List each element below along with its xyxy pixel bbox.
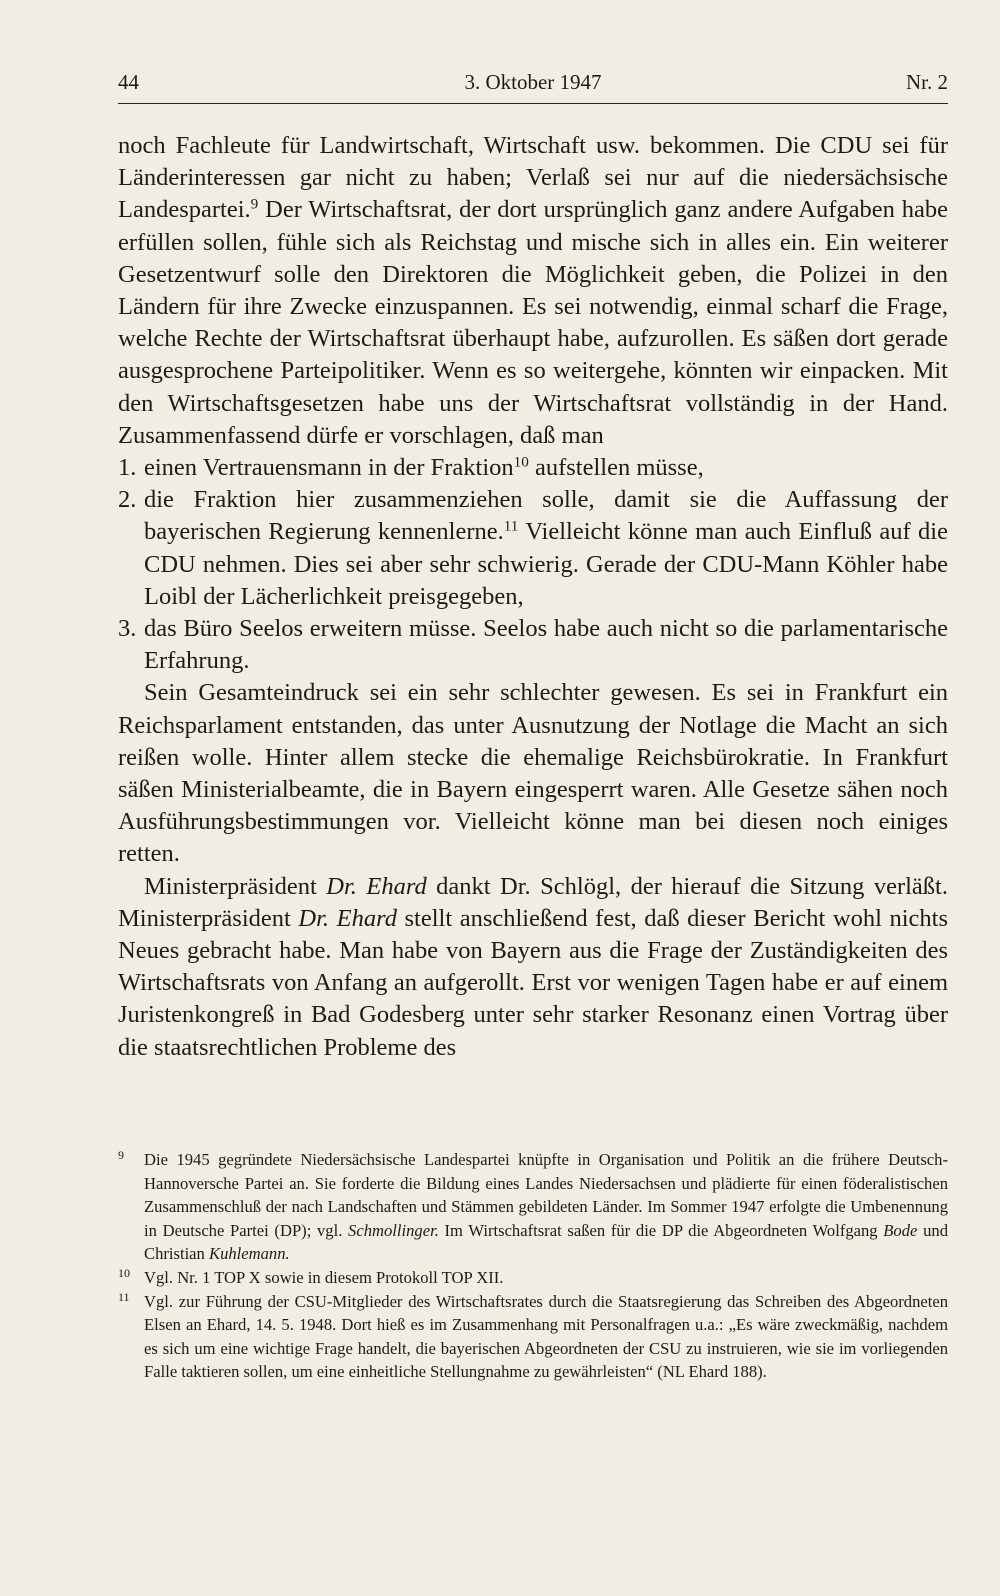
- list-item: [118, 452, 948, 484]
- list-number: 2.: [118, 486, 137, 514]
- main-text: [118, 130, 948, 1064]
- list-item: [118, 484, 948, 613]
- paragraph: Sein Gesamteindruck sei ein sehr schlechter gewesen. Es sei in Frankfurt ein Reichsparlament entstanden, das unter Ausnutzung der Notlage die Macht an sich reißen wolle. Hinter allem stecke die ehemalige Reichsbürokratie. In Frankfurt säßen Ministerialbeamte, die in Bayern eingesperrt waren. Alle Gesetze sähen noch Ausführungsbestimmungen vor. Vielleicht könne man bei diesen noch einiges retten.: [118, 679, 948, 868]
- running-header: [118, 70, 948, 102]
- footnote-ref[interactable]: 9: [250, 196, 259, 214]
- page-number: 44: [118, 70, 139, 94]
- text-run: stellt anschließend fest, daß dieser Bericht wohl nichts Neues gebracht habe. Man habe von Bayern aus die Frage der Zuständigkeiten des Wirtschaftsrats von Anfang an aufgerollt. Erst vor wenigen Tagen habe er auf einem Juristenkongreß in Bad Godesberg unter sehr starker Resonanz einen Vortrag über die staatsrechtlichen Probleme des: [118, 904, 949, 1061]
- footnote-mark: 10: [118, 1265, 130, 1280]
- footnotes: [118, 1148, 948, 1384]
- person-name: Kuhlemann.: [209, 1244, 290, 1264]
- text-run: und Christian: [144, 1220, 948, 1264]
- document-number: Nr. 2: [906, 70, 948, 94]
- footnote-ref[interactable]: 10: [513, 453, 529, 471]
- footnote-ref[interactable]: 11: [503, 518, 519, 536]
- text-run: Die 1945 gegründete Niedersächsische Landespartei knüpfte in Organisation und Politik an die frühere Deutsch-Hannoversche Partei an. Sie forderte die Bildung eines Landes Niedersachsen und plädierte für einen föderalistischen Zusammenschluß der nach Landschaften und Stämmen gebildeten Länder. Im Sommer 1947 erfolgte die Umbenennung in Deutsche Partei (DP); vgl.: [144, 1150, 948, 1240]
- person-name: Dr. Ehard: [298, 904, 397, 932]
- list-number: 1.: [118, 454, 137, 482]
- text-run: Ministerpräsident: [144, 872, 327, 900]
- text-run: Vgl. Nr. 1 TOP X sowie in diesem Protokoll TOP XII.: [144, 1267, 504, 1287]
- footnote-mark: 11: [118, 1289, 130, 1304]
- footnote-11: [118, 1290, 948, 1384]
- footnote-10: [118, 1266, 948, 1290]
- list-item: [118, 613, 948, 677]
- text-run: Vielleicht könne man auch Einfluß auf die CDU nehmen. Dies sei aber sehr schwierig. Gerade der CDU-Mann Köhler habe Loibl der Lächerlichkeit preisgegeben,: [144, 518, 948, 610]
- text-run: Im Wirtschaftsrat saßen für die DP die Abgeordneten Wolfgang: [438, 1220, 884, 1240]
- footnote-mark: 9: [118, 1148, 124, 1162]
- text-run: einen Vertrauensmann in der Fraktion: [144, 454, 514, 482]
- paragraph: [118, 871, 948, 1064]
- list-number: 3.: [118, 615, 137, 643]
- header-date: 3. Oktober 1947: [464, 70, 602, 94]
- citation: Schmollinger.: [348, 1220, 439, 1240]
- paragraph: [118, 130, 948, 452]
- text-run: noch Fachleute für Landwirtschaft, Wirtschaft usw. bekommen. Die CDU sei für Länderinteressen gar nicht zu haben; Verlaß sei nur auf die niedersächsische Landespartei.: [118, 132, 948, 224]
- person-name: Dr. Ehard: [326, 872, 427, 900]
- text-run: Vgl. zur Führung der CSU-Mitglieder des Wirtschaftsrates durch die Staatsregierung das Schreiben des Abgeordneten Elsen an Ehard, 14. 5. 1948. Dort hieß es im Zusammenhang mit Personalfragen u.a.: „Es wäre zweckmäßig, nachdem es sich um eine wichtige Frage handelt, die bayerischen Abgeordneten der CSU zu instruieren, wie sie im vorliegenden Falle taktieren sollen, um eine einheitliche Stellungnahme zu gewährleisten“ (NL Ehard 188).: [144, 1291, 948, 1382]
- person-name: Bode: [883, 1220, 918, 1240]
- text-run: aufstellen müsse,: [528, 454, 704, 482]
- text-run: die Fraktion hier zusammenziehen solle, damit sie die Auffassung der bayerischen Regierung kennenlerne.: [144, 486, 948, 546]
- header-rule: [118, 103, 948, 104]
- numbered-list: [118, 452, 948, 677]
- text-run: Der Wirtschaftsrat, der dort ursprünglich ganz andere Aufgaben habe erfüllen sollen, fühle sich als Reichstag und mische sich in alles ein. Ein weiterer Gesetzentwurf solle den Direktoren die Möglichkeit geben, die Polizei in den Ländern für ihre Zwecke einzuspannen. Es sei notwendig, einmal scharf die Frage, welche Rechte der Wirtschaftsrat überhaupt habe, aufzurollen. Es säßen dort gerade ausgesprochene Parteipolitiker. Wenn es so weitergehe, könnten wir einpacken. Mit den Wirtschaftsgesetzen habe uns der Wirtschaftsrat vollständig in der Hand. Zusammenfassend dürfe er vorschlagen, daß man: [118, 196, 948, 449]
- text-run: dankt Dr. Schlögl, der hierauf die Sitzung verläßt. Ministerpräsident: [118, 872, 948, 932]
- text-run: das Büro Seelos erweitern müsse. Seelos habe auch nicht so die parlamentarische Erfahrung.: [144, 615, 948, 675]
- footnote-9: [118, 1148, 948, 1266]
